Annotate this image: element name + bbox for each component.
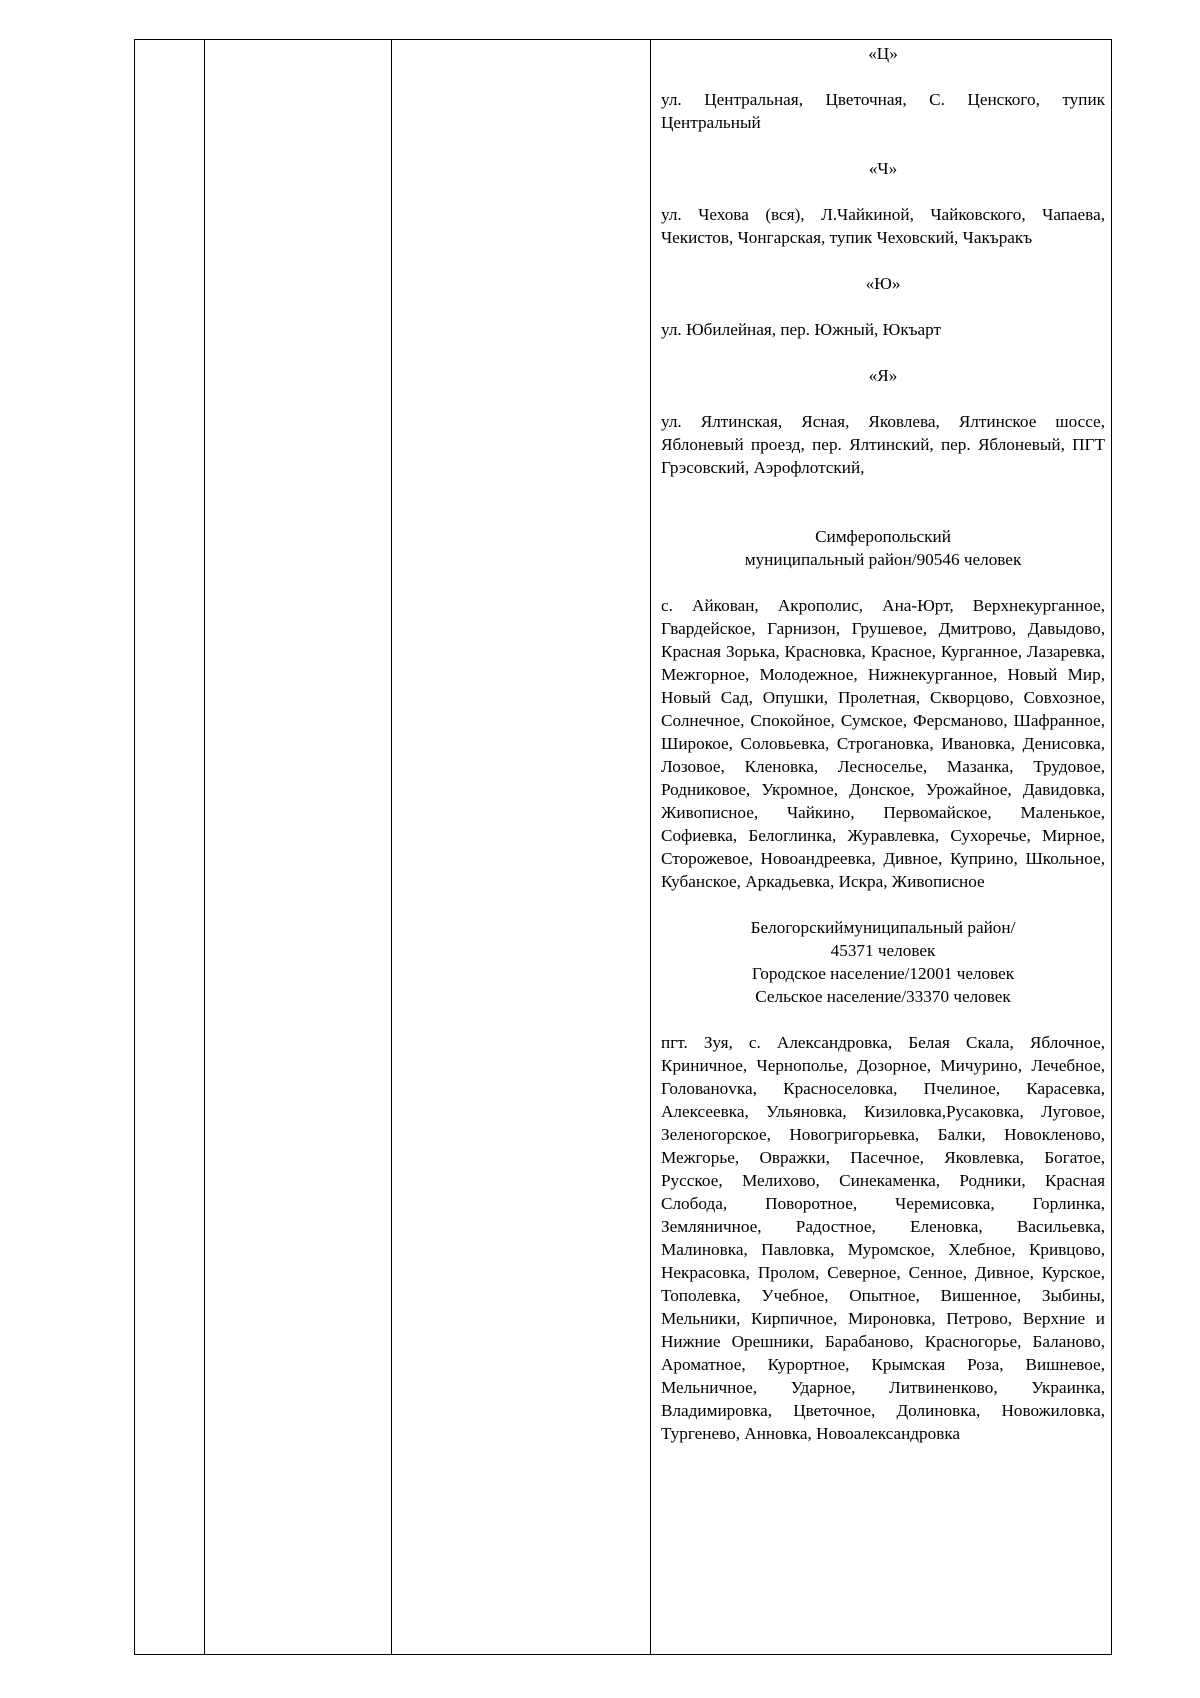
belogorsk-villages: пгт. Зуя, с. Александровка, Белая Скала, Яблочное, Криничное, Чернополье, Дозорное, Мичурино, Лечебное, Голованоvка, Красноселовка, Пчелиное, Карасевка, Алексеевка, Ульяновка, Кизиловка,Русаковка, Луговое, Зеленогорское, Новогригорьевка, Балки, Новокленово, Межгорье, Овражки, Пасечное, Яковлевка, Богатое, Русское, Мелихово, Синекаменка, Родники, Красная Слобода, Поворотное, Черемисовка, Горлинка, Земляничное, Радостное, Еленовка, Васильевка, Малиновка, Павловка, Муромское, Хлебное, Кривцово, Некрасовка, Пролом, Северное, Сенное, Дивное, Курское, Тополевка, Учебное, Опытное, Вишенное, Зыбины, Мельники, Кирпичное, Мироновка, Петрово, Верхние и Нижние Орешники, Барабаново, Красногорье, Баланово, Ароматное, Курортное, Крымская Роза, Вишневое, Мельничное, Ударное, Литвиненково, Украинка, Владимировка, Цветочное, Долиновка, Новожиловка, Тургенево, Анновка, Новоалександровка [661,1033,1105,1443]
streets-content [651,40,1111,1445]
simferopol-villages: с. Айкован, Акрополис, Ана-Юрт, Верхнекурганное, Гвардейское, Гарнизон, Грушевое, Дмитрово, Давыдово, Красная Зорька, Красновка, Красное, Курганное, Лазаревка, Межгорное, Молодежное, Нижнекурганное, Новый Мир, Новый Сад, Опушки, Пролетная, Скворцово, Совхозное, Солнечное, Спокойное, Сумское, Ферсманово, Шафранное, Широкое, Соловьевка, Строгановка, Ивановка, Денисовка, Лозовое, Кленовка, Лесноселье, Мазанка, Трудовое, Родниковое, Укромное, Донское, Урожайное, Давидовка, Живописное, Чайкино, Первомайское, Маленькое, Софиевка, Белоглинка, Журавлевка, Сухоречье, Мирное, Сторожевое, Новоандреевка, Дивное, Куприно, Школьное, Кубанское, Аркадьевка, Искра, Живописное [661,596,1105,891]
belogorsk-rural-population: Сельское население/33370 человек [755,987,1011,1006]
belogorsk-title-line2: 45371 человек [830,941,936,960]
number-cell [135,40,205,1655]
streets-ya: ул. Ялтинская, Ясная, Яковлева, Ялтинское шоссе, Яблоневый проезд, пер. Ялтинский, пер. Яблоневый, ПГТ Грэсовский, Аэрофлотский, [661,412,1105,477]
station-cell [392,40,651,1655]
simferopol-title-line1: Симферопольский [815,527,951,546]
streets-yu: ул. Юбилейная, пер. Южный, Юкъарт [661,320,942,339]
letter-heading-yu: «Ю» [865,274,901,293]
table-row [135,40,1112,1655]
belogorsk-urban-population: Городское население/12001 человек [751,964,1015,983]
belogorsk-title-line1: Белогорскиймуниципальный район/ [750,918,1016,937]
letter-heading-ya: «Я» [868,366,898,385]
letter-heading-ch: «Ч» [868,159,898,178]
letter-heading-ts: «Ц» [868,44,898,63]
districts-table [134,39,1112,1655]
streets-ts: ул. Центральная, Цветочная, С. Ценского, тупик Центральный [661,90,1105,132]
simferopol-title-line2: муниципальный район/90546 человек [744,550,1022,569]
streets-cell [651,40,1112,1655]
streets-ch: ул. Чехова (вся), Л.Чайкиной, Чайковского, Чапаева, Чекистов, Чонгарская, тупик Чеховский, Чакъракъ [661,205,1105,247]
district-cell [205,40,392,1655]
